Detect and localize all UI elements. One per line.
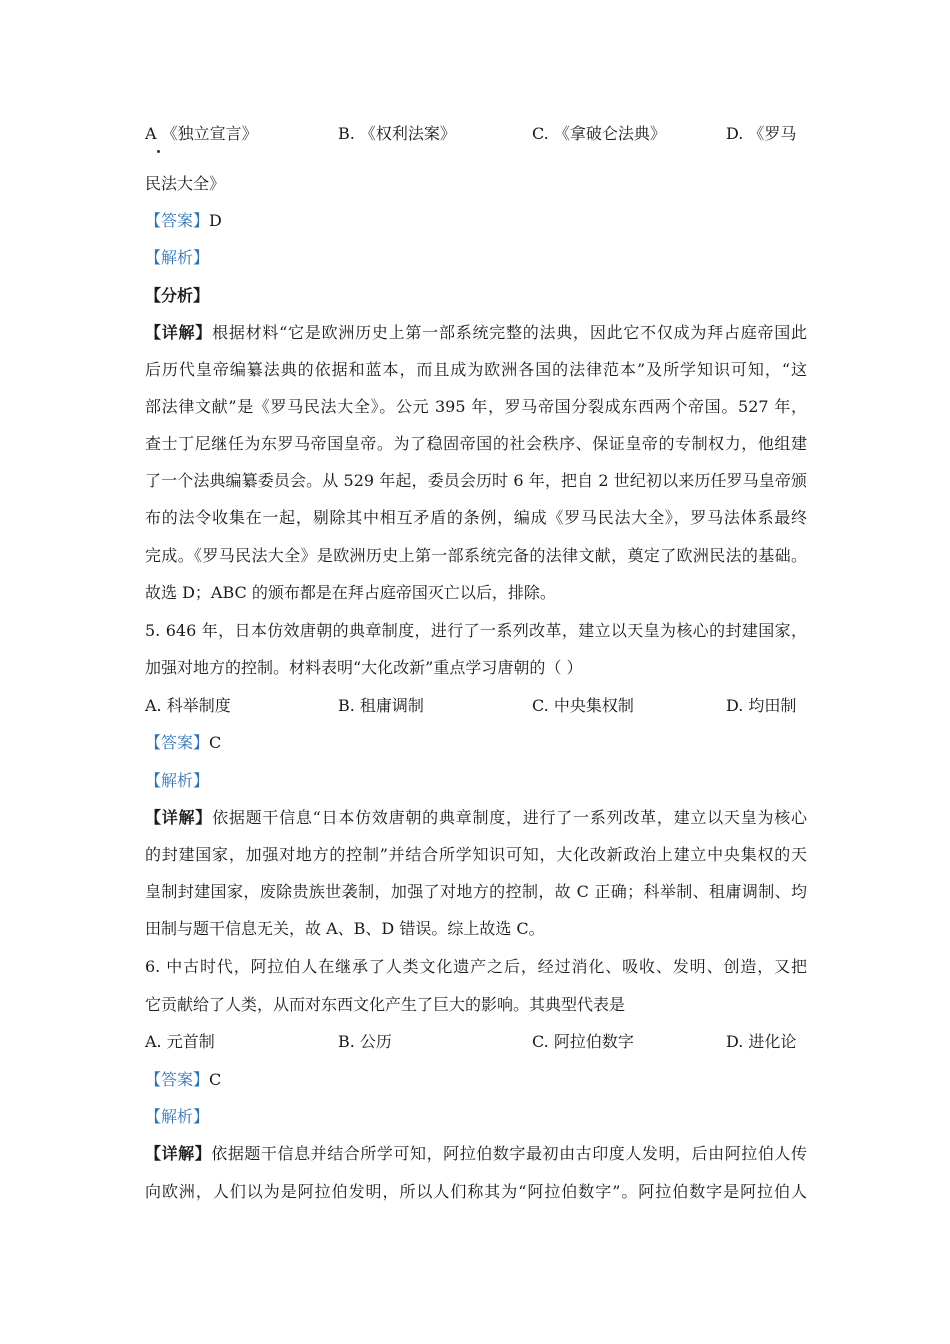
answer-tag: 【答案】	[145, 733, 210, 752]
q6-detail-line-2: 向欧洲，人们以为是阿拉伯发明，所以人们称其为“阿拉伯数字”。阿拉伯数字是阿拉伯人	[145, 1182, 807, 1201]
q4-detail-line-3: 部法律文献”是《罗马民法大全》。公元 395 年，罗马帝国分裂成东西两个帝国。527 年，	[145, 397, 807, 416]
q6-option-d: D. 进化论	[726, 1032, 797, 1051]
q4-detail-line-5: 了一个法典编纂委员会。从 529 年起，委员会历时 6 年，把自 2 世纪初以来历任罗马皇帝颁	[145, 471, 807, 490]
q5-detail-line-2: 的封建国家，加强对地方的控制”并结合所学知识可知，大化改新政治上建立中央集权的天	[145, 845, 807, 864]
q4-analysis-tag: 【解析】	[145, 248, 210, 267]
q5-detail-line-4: 田制与题干信息无关，故 A、B、D 错误。综上故选 C。	[145, 919, 545, 938]
q5-stem-line-2: 加强对地方的控制。材料表明“大化改新”重点学习唐朝的（ ）	[145, 658, 583, 677]
q4-answer-line	[145, 210, 222, 232]
q4-detail-line-4: 查士丁尼继任为东罗马帝国皇帝。为了稳固帝国的社会秩序、保证皇帝的专制权力，他组建	[145, 434, 807, 453]
answer-tag: 【答案】	[145, 1070, 210, 1089]
q5-option-c: C. 中央集权制	[532, 696, 634, 715]
q6-detail-line-1: 【详解】依据题干信息并结合所学可知，阿拉伯数字最初由古印度人发明，后由阿拉伯人传	[145, 1144, 807, 1163]
q5-stem-line-1: 5. 646 年，日本仿效唐朝的典章制度，进行了一系列改革，建立以天皇为核心的封建国家，	[145, 621, 807, 640]
q4-option-d: D. 《罗马	[726, 124, 797, 143]
q6-option-a: A. 元首制	[145, 1032, 215, 1051]
q4-option-c: C. 《拿破仑法典》	[532, 124, 666, 143]
q5-detail-line-3: 皇制封建国家，废除贵族世袭制，加强了对地方的控制，故 C 正确；科举制、租庸调制、均	[145, 882, 807, 901]
q5-detail-line-1: 【详解】依据题干信息“日本仿效唐朝的典章制度，进行了一系列改革，建立以天皇为核心	[145, 808, 807, 827]
q6-option-b: B. 公历	[338, 1032, 392, 1051]
q4-option-a: A 《独立宣言》	[145, 124, 258, 143]
q4-detail-line-1: 【详解】根据材料“它是欧洲历史上第一部系统完整的法典，因此它不仅成为拜占庭帝国此	[145, 323, 807, 342]
detail-tag: 【详解】	[145, 323, 213, 342]
q5-analysis-tag: 【解析】	[145, 771, 210, 790]
detail-tag: 【详解】	[145, 808, 213, 827]
q6-stem-line-2: 它贡献给了人类，从而对东西文化产生了巨大的影响。其典型代表是	[145, 995, 626, 1014]
q4-option-b: B. 《权利法案》	[338, 124, 456, 143]
q5-option-a: A. 科举制度	[145, 696, 231, 715]
q5-answer: C	[209, 733, 222, 752]
answer-tag: 【答案】	[145, 211, 210, 230]
q4-answer: D	[209, 211, 222, 230]
q4-fenxi-tag: 【分析】	[145, 286, 210, 305]
q6-answer-line	[145, 1069, 221, 1091]
q4-detail-line-6: 布的法令收集在一起，剔除其中相互矛盾的条例，编成《罗马民法大全》，罗马法体系最终	[145, 508, 807, 527]
q5-option-d: D. 均田制	[726, 696, 797, 715]
stray-dot-mark	[157, 150, 160, 153]
q6-analysis-tag: 【解析】	[145, 1107, 210, 1126]
q4-detail-line-2: 后历代皇帝编纂法典的依据和蓝本，而且成为欧洲各国的法律范本”及所学知识可知，“这	[145, 360, 807, 379]
q5-option-b: B. 租庸调制	[338, 696, 424, 715]
detail-tag: 【详解】	[145, 1144, 212, 1163]
q4-detail-line-8: 故选 D；ABC 的颁布都是在拜占庭帝国灭亡以后，排除。	[145, 583, 556, 602]
q5-answer-line	[145, 732, 221, 754]
q4-detail-line-7: 完成。《罗马民法大全》是欧洲历史上第一部系统完备的法律文献，奠定了欧洲民法的基础。	[145, 546, 807, 565]
q6-answer: C	[209, 1070, 222, 1089]
q4-option-d-continuation: 民法大全》	[145, 174, 226, 193]
q6-option-c: C. 阿拉伯数字	[532, 1032, 634, 1051]
q6-stem-line-1: 6. 中古时代，阿拉伯人在继承了人类文化遗产之后，经过消化、吸收、发明、创造，又把	[145, 957, 807, 976]
